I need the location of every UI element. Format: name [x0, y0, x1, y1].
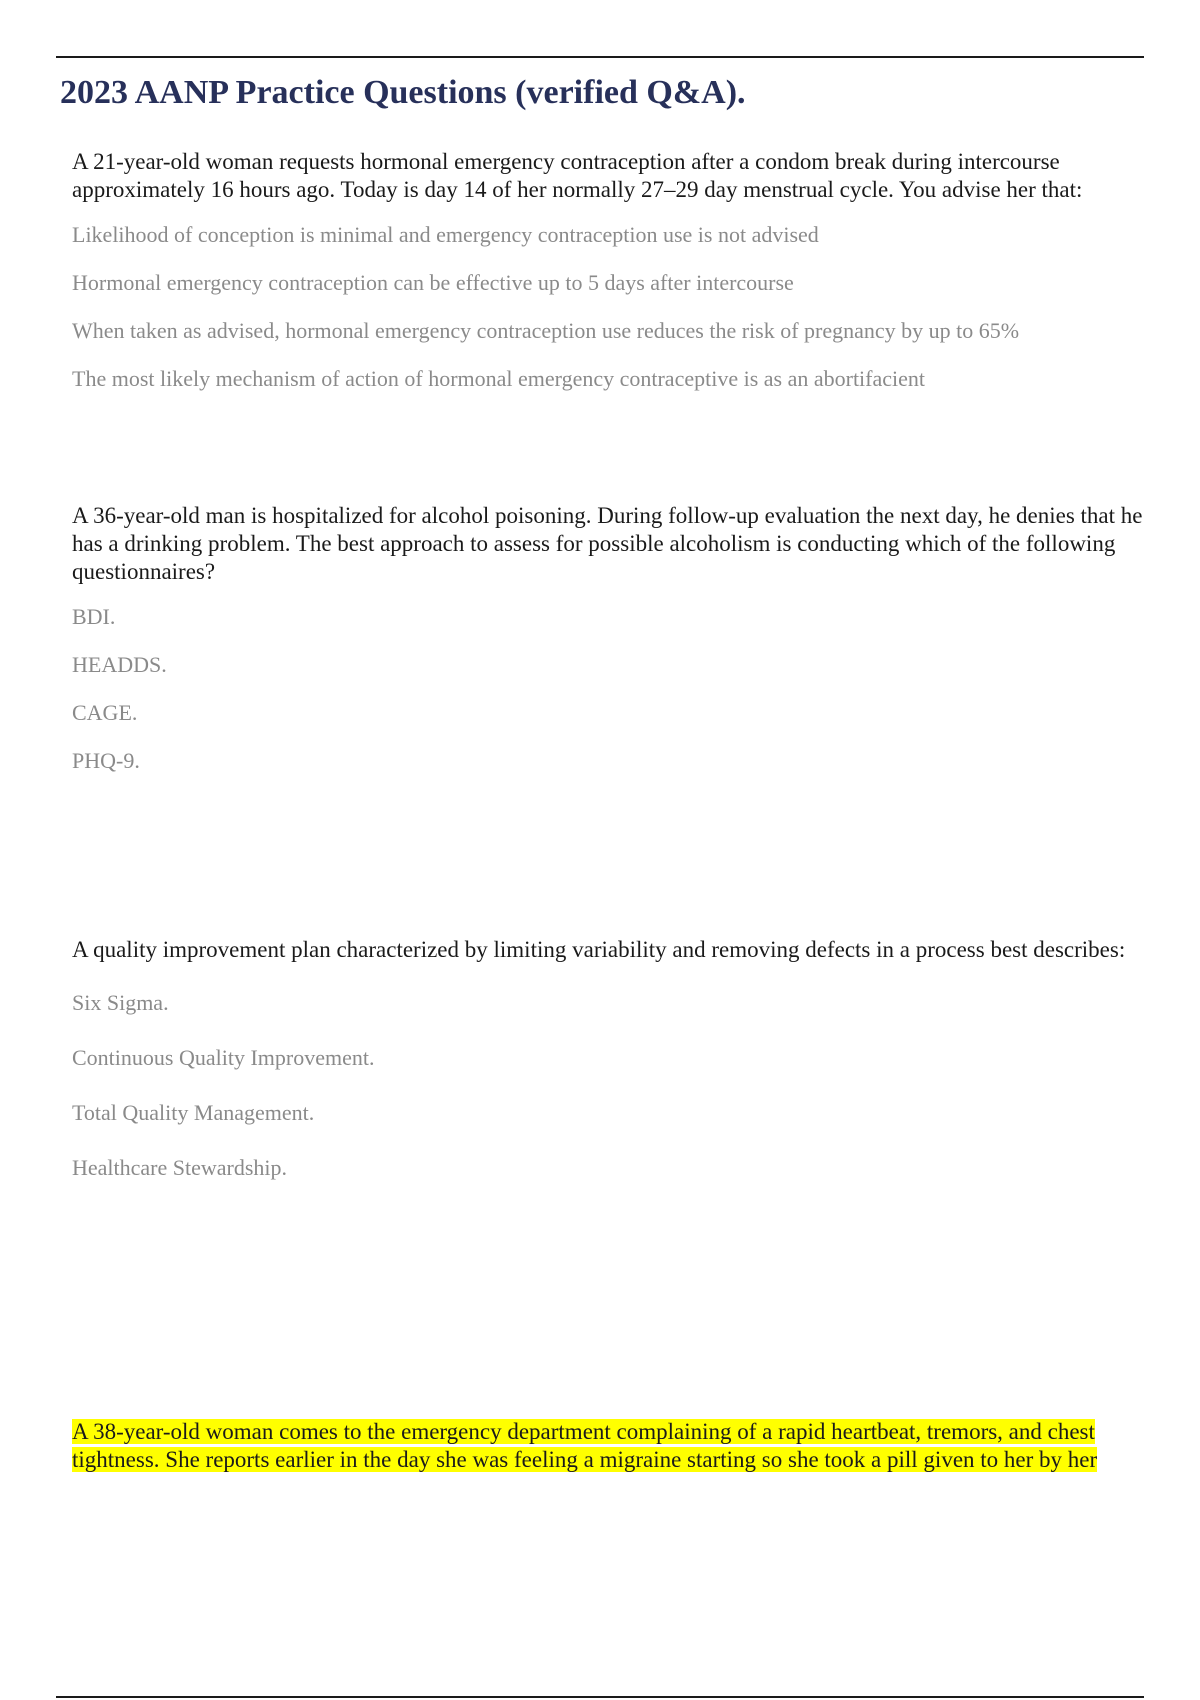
question-1 — [72, 148, 1152, 392]
question-3-text: A quality improvement plan characterized by limiting variability and removing defects in a process best describes: — [72, 937, 1126, 962]
question-4-text-highlighted: A 38-year-old woman comes to the emergency department complaining of a rapid heartbeat, tremors, and chest tightness. She reports earlier in the day she was feeling a migraine starting so she took a pill given to her by her — [72, 1419, 1098, 1472]
question-1-text: A 21-year-old woman requests hormonal emergency contraception after a condom break during intercourse approximately 16 hours ago. Today is day 14 of her normally 27–29 day menstrual cycle. You advise her that: — [72, 149, 1083, 202]
question-4 — [72, 1418, 1152, 1474]
document-title: 2023 AANP Practice Questions (verified Q&A). — [60, 74, 746, 111]
option-item: Six Sigma. — [72, 990, 169, 1015]
question-2 — [72, 502, 1152, 774]
option-item: Likelihood of conception is minimal and emergency contraception use is not advised — [72, 222, 819, 247]
option-item: When taken as advised, hormonal emergency contraception use reduces the risk of pregnancy by up to 65% — [72, 318, 1020, 343]
option-item: CAGE. — [72, 700, 138, 725]
option-item: The most likely mechanism of action of hormonal emergency contraceptive is as an abortifacient — [72, 366, 926, 391]
question-3-options — [72, 990, 1152, 1181]
option-item: Healthcare Stewardship. — [72, 1155, 288, 1180]
option-item: Total Quality Management. — [72, 1100, 315, 1125]
question-1-options — [72, 222, 1152, 392]
option-item: HEADDS. — [72, 652, 167, 677]
top-rule — [56, 56, 1144, 58]
option-item: PHQ-9. — [72, 748, 140, 773]
question-2-text: A 36-year-old man is hospitalized for alcohol poisoning. During follow-up evaluation the next day, he denies that he has a drinking problem. The best approach to assess for possible alcoholism is conducting which of the following questionnaires? — [72, 503, 1143, 584]
option-item: Hormonal emergency contraception can be effective up to 5 days after intercourse — [72, 270, 794, 295]
question-2-options — [72, 604, 1152, 774]
question-3 — [72, 936, 1152, 1181]
bottom-rule — [56, 1696, 1144, 1698]
option-item: Continuous Quality Improvement. — [72, 1045, 375, 1070]
option-item: BDI. — [72, 604, 116, 629]
